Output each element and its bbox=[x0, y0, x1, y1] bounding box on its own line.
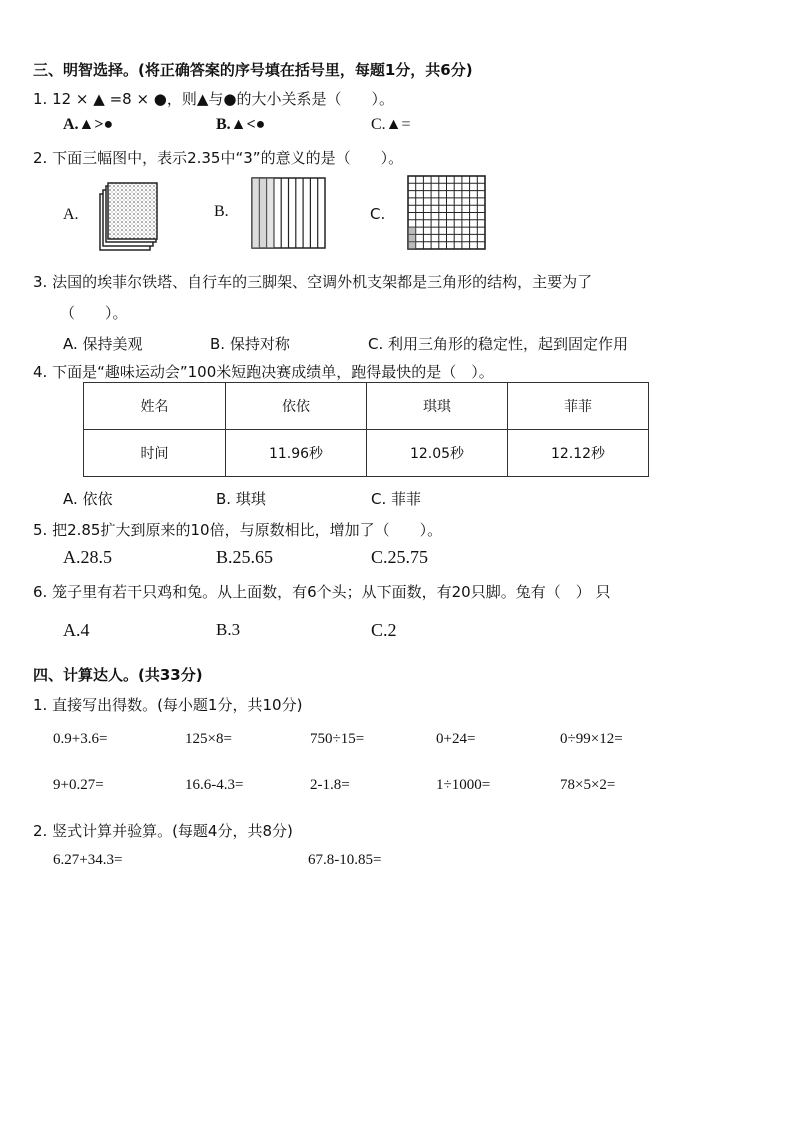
question-1-text: 1. 12 × ▲ =8 × ●，则▲与●的大小关系是（ ）。 bbox=[33, 90, 395, 108]
grid-hundred-icon bbox=[407, 175, 487, 251]
calc-item: 9+0.27= bbox=[53, 777, 104, 793]
calc-item: 125×8= bbox=[185, 731, 232, 747]
calc-item: 1÷1000= bbox=[436, 777, 491, 793]
question-2-text: 2. 下面三幅图中，表示2.35中“3”的意义的是（ ）。 bbox=[33, 149, 404, 167]
q2-option-c: C. bbox=[370, 205, 386, 223]
question-4-text: 4. 下面是“趣味运动会”100米短跑决赛成绩单，跑得最快的是（ ）。 bbox=[33, 363, 494, 381]
calc-item: 78×5×2= bbox=[560, 777, 616, 793]
question-6-text: 6. 笼子里有若干只鸡和兔。从上面数，有6个头；从下面数，有20只脚。兔有（ ） 只 bbox=[33, 583, 611, 601]
q5-option-a: A.28.5 bbox=[63, 547, 112, 567]
table-row bbox=[84, 383, 649, 430]
q4-option-a: A. 依依 bbox=[63, 490, 113, 508]
q4-option-b: B. 琪琪 bbox=[216, 490, 266, 508]
section-4-title: 四、计算达人。(共33分) bbox=[33, 666, 203, 684]
table-header-cell: 姓名 bbox=[84, 383, 226, 430]
table-cell: 12.12秒 bbox=[508, 430, 649, 477]
q5-option-b: B.25.65 bbox=[216, 547, 274, 567]
table-row bbox=[84, 430, 649, 477]
q3-option-b: B. 保持对称 bbox=[210, 335, 290, 353]
calc-item: 0÷99×12= bbox=[560, 731, 623, 747]
calc-item: 0+24= bbox=[436, 731, 476, 747]
q2-option-a: A. bbox=[63, 206, 79, 223]
q5-option-c: C.25.75 bbox=[371, 547, 429, 567]
part-2-title: 2. 竖式计算并验算。(每题4分，共8分) bbox=[33, 822, 293, 840]
results-table bbox=[83, 382, 649, 477]
calc-item: 750÷15= bbox=[310, 731, 365, 747]
calc-item: 0.9+3.6= bbox=[53, 731, 108, 747]
table-header-cell: 依依 bbox=[226, 383, 367, 430]
q1-option-c: C.▲= bbox=[371, 116, 411, 133]
q6-option-a: A.4 bbox=[63, 620, 90, 640]
question-3-text: 3. 法国的埃菲尔铁塔、自行车的三脚架、空调外机支架都是三角形的结构，主要为了 bbox=[33, 273, 593, 291]
table-header-cell: 琪琪 bbox=[367, 383, 508, 430]
section-3-title: 三、明智选择。(将正确答案的序号填在括号里，每题1分，共6分) bbox=[33, 61, 473, 79]
q3-option-a: A. 保持美观 bbox=[63, 335, 143, 353]
table-cell: 11.96秒 bbox=[226, 430, 367, 477]
table-cell: 时间 bbox=[84, 430, 226, 477]
table-header-cell: 菲菲 bbox=[508, 383, 649, 430]
q6-option-c: C.2 bbox=[371, 620, 397, 640]
vertical-calc-item: 67.8-10.85= bbox=[308, 852, 382, 868]
q1-option-a: A.▲>● bbox=[63, 116, 114, 133]
calc-item: 2-1.8= bbox=[310, 777, 350, 793]
question-5-text: 5. 把2.85扩大到原来的10倍，与原数相比，增加了（ ）。 bbox=[33, 521, 443, 539]
vertical-calc-item: 6.27+34.3= bbox=[53, 852, 123, 868]
q4-option-c: C. 菲菲 bbox=[371, 490, 422, 508]
q2-option-b: B. bbox=[214, 203, 229, 220]
table-cell: 12.05秒 bbox=[367, 430, 508, 477]
calc-item: 16.6-4.3= bbox=[185, 777, 244, 793]
question-3-blank: （ ）。 bbox=[60, 304, 128, 322]
part-1-title: 1. 直接写出得数。(每小题1分，共10分) bbox=[33, 696, 303, 714]
vertical-strips-icon bbox=[251, 177, 327, 249]
q6-option-b: B.3 bbox=[216, 620, 241, 639]
q1-option-b: B.▲<● bbox=[216, 116, 266, 133]
stacked-squares-icon bbox=[97, 181, 159, 253]
q3-option-c: C. 利用三角形的稳定性，起到固定作用 bbox=[368, 335, 629, 353]
